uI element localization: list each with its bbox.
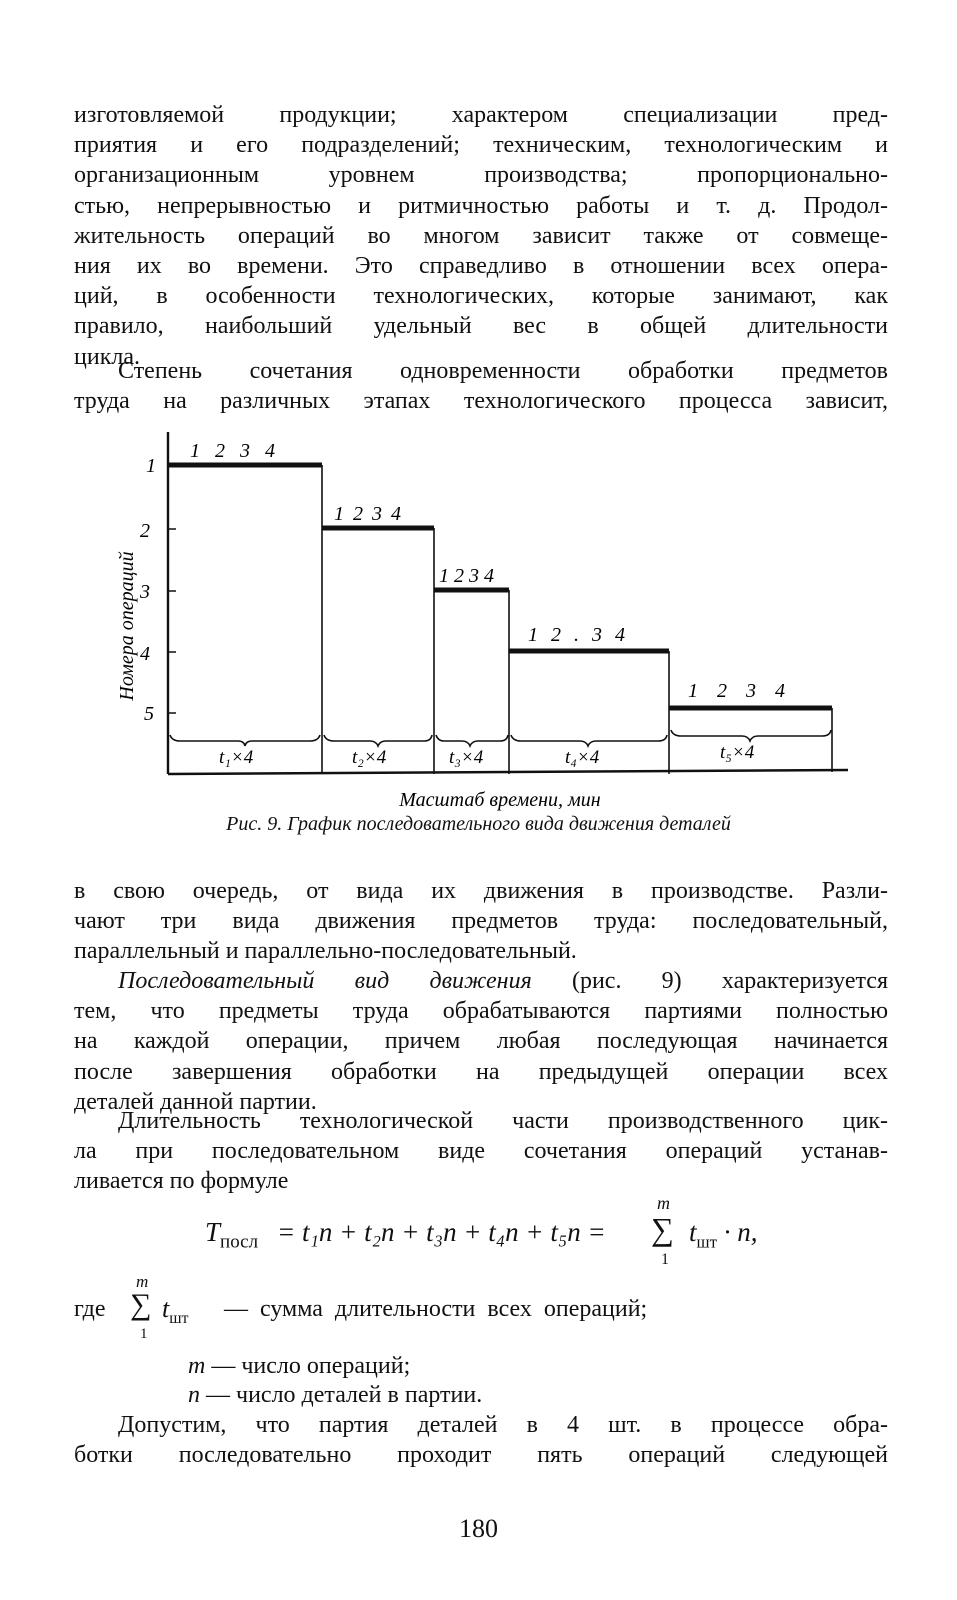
item-numbers: 1 2 3 4	[334, 503, 401, 525]
formula-var: T	[205, 1217, 221, 1247]
sum-lower-limit: 1	[661, 1251, 669, 1268]
text-line	[74, 966, 888, 996]
page-number: 180	[459, 1514, 498, 1543]
item-numbers: 1 2 . 3 4	[528, 624, 625, 646]
legend-n	[188, 1382, 482, 1409]
text-line: цикла.	[74, 343, 140, 370]
legend-m	[188, 1353, 410, 1380]
duration-label: t₂×4	[352, 747, 387, 768]
legend-text: — число операций;	[205, 1353, 411, 1379]
text-line: тем, что предметы труда обрабатываются партиями полностью	[74, 998, 888, 1025]
x-axis	[168, 770, 848, 774]
text-line: чают три вида движения предметов труда: последовательный,	[74, 908, 888, 935]
y-axis-label: Номера операций	[116, 551, 138, 701]
duration-label: t₁×4	[219, 747, 254, 768]
text-line: правило, наибольший удельный вес в общей длительности	[74, 313, 888, 340]
sum-lower-limit: 1	[140, 1326, 148, 1342]
brace	[511, 735, 667, 746]
text-line: стью, непрерывностью и ритмичностью работы и т. д. Продол-	[74, 192, 888, 219]
text-line: Длительность технологической части производственного цик-	[118, 1108, 888, 1134]
item-numbers: 1 2 3 4	[439, 565, 494, 587]
sum-term	[689, 1217, 758, 1252]
paragraph-1	[74, 100, 888, 372]
duration-label: t₄×4	[565, 747, 600, 768]
legend-text: — число деталей в партии.	[200, 1382, 483, 1408]
text-line: ла при последовательном виде сочетания операций устанав-	[74, 1138, 888, 1165]
sum-sign: ∑	[651, 1211, 674, 1247]
formula-lhs	[205, 1217, 258, 1253]
y-tick-labels	[139, 455, 176, 725]
text-line: деталей данной партии.	[74, 1088, 317, 1115]
brace	[436, 735, 508, 746]
formula-explanation	[74, 1272, 888, 1342]
text-line: организационным уровнем производства; пропорционально-	[74, 162, 888, 189]
duration-labels	[219, 742, 755, 768]
text-span: (рис. 9) характеризуется	[531, 968, 888, 994]
formula-var: t	[162, 1294, 170, 1323]
y-tick-label: 5	[144, 703, 154, 725]
y-tick-label: 4	[140, 643, 150, 665]
formula-subscript: посл	[220, 1231, 259, 1253]
y-tick-label: 1	[146, 455, 156, 477]
brace	[671, 730, 831, 741]
text-line: приятия и его подразделений; техническим, технологическим и	[74, 132, 888, 159]
duration-label: t₃×4	[449, 747, 484, 768]
item-numbers: 1 2 3 4	[688, 680, 785, 702]
sum-term	[162, 1294, 189, 1328]
sequential-movement-chart	[0, 425, 957, 825]
text-line: в свою очередь, от вида их движения в производстве. Разли-	[74, 878, 888, 904]
y-tick-label: 2	[140, 520, 150, 542]
italic-term: Последовательный вид движения	[118, 968, 532, 994]
text-line: ния их во времени. Это справедливо в отношении всех опера-	[74, 253, 888, 280]
y-tick-label: 3	[140, 581, 150, 603]
brace	[324, 735, 432, 746]
formula-subscript: шт	[169, 1310, 189, 1328]
text-line: параллельный и параллельно-последовательный.	[74, 938, 577, 965]
text-line: изготовляемой продукции; характером специализации пред-	[74, 102, 888, 128]
paragraph-5	[74, 1106, 888, 1197]
text-line: после завершения обработки на предыдущей операции всех	[74, 1058, 888, 1085]
text-line: ботки последовательно проходит пять операций следующей	[74, 1442, 888, 1469]
sum-upper-limit: m	[657, 1193, 670, 1213]
text-line: ливается по формуле	[74, 1168, 289, 1195]
text-line: Степень сочетания одновременности обработки предметов	[118, 358, 888, 384]
text-line: Допустим, что партия деталей в 4 шт. в процессе обра-	[118, 1412, 888, 1438]
paragraph-3	[74, 876, 888, 967]
where-prefix: где	[74, 1296, 106, 1322]
text-line: труда на различных этапах технологического процесса зависит,	[74, 388, 888, 415]
text-line: на каждой операции, причем любая последующая начинается	[74, 1028, 888, 1055]
formula-subscript: шт	[696, 1232, 718, 1252]
duration-label: t₅×4	[720, 742, 755, 763]
formula-var: t	[689, 1217, 697, 1247]
text-line: жительность операций во многом зависит также от совмеще-	[74, 222, 888, 249]
variable-m: m	[188, 1353, 206, 1379]
text-line: ций, в особенности технологических, которые занимают, как	[74, 283, 888, 310]
paragraph-4	[74, 966, 888, 1117]
item-numbers: 1 2 3 4	[190, 440, 275, 462]
brace	[170, 735, 320, 746]
where-text: — сумма длительности всех операций;	[224, 1296, 648, 1322]
paragraph-6	[74, 1410, 888, 1470]
formula-tail: · n,	[723, 1217, 758, 1247]
figure-caption: Рис. 9. График последовательного вида движения деталей	[226, 813, 731, 835]
sum-sign: ∑	[130, 1288, 152, 1321]
item-labels	[190, 440, 785, 702]
formula	[205, 1195, 805, 1275]
sum-upper-limit: m	[136, 1272, 149, 1291]
variable-n: n	[188, 1382, 200, 1408]
formula-rhs: = t₁n + t₂n + t₃n + t₄n + t₅n =	[277, 1217, 606, 1247]
paragraph-2	[74, 356, 888, 416]
x-axis-label: Масштаб времени, мин	[399, 789, 601, 811]
